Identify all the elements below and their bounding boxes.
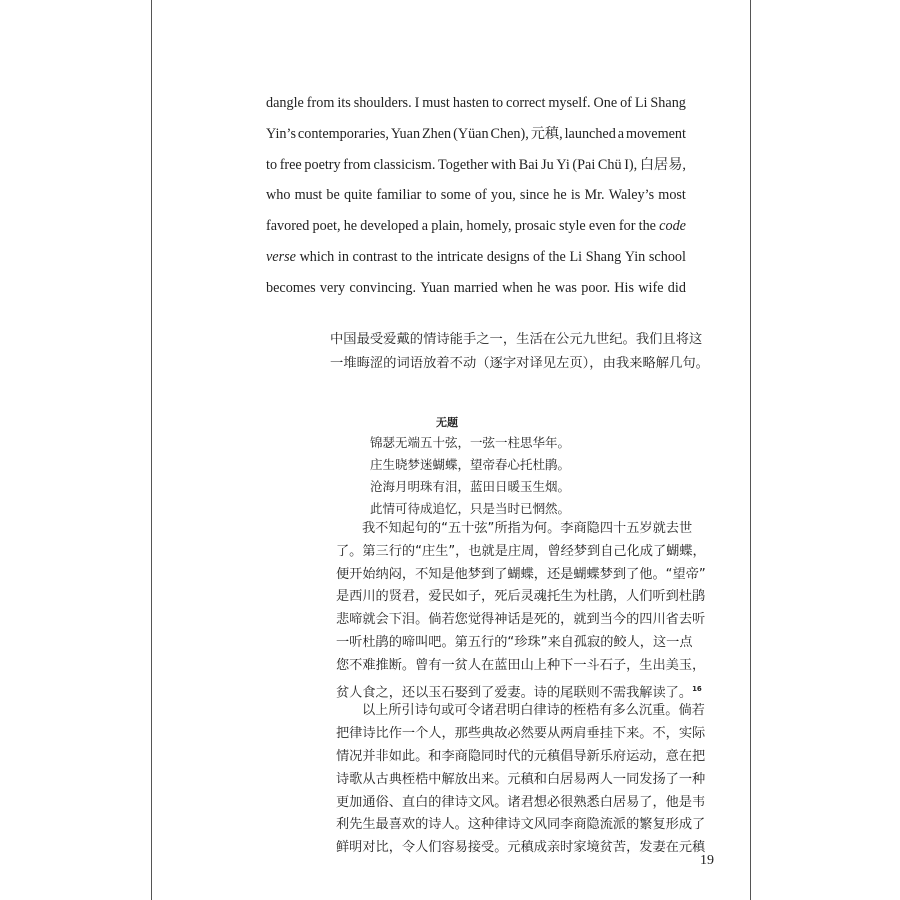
word: poetry [304,156,341,173]
word: he [343,218,358,235]
word: favored [266,218,310,235]
poem-title: 无题 [436,416,458,429]
word: poet, [312,218,341,235]
word: from [306,95,335,111]
body-line-text: 诗歌从古典桎梏中解放出来。元稹和白居易两人一同发扬了一种 [336,771,706,787]
word: Together [438,156,489,173]
word: correct [506,95,546,111]
word: to [266,156,278,173]
english-paragraph [266,88,686,304]
body-line-text: 更加通俗、直白的律诗文风。诸君想必很熟悉白居易了，他是韦 [336,794,706,810]
word: Li [634,95,648,111]
word: One [593,95,618,111]
word: dangle [266,95,304,111]
body-line [336,700,705,723]
body-line-text: 利先生最喜欢的诗人。这种律诗文风同李商隐流派的繁复形成了 [336,817,706,833]
word: convincing. [349,279,417,296]
chinese-intro-paragraph [330,328,709,376]
word: of [620,95,632,111]
body-line [336,564,706,587]
word: who [266,187,291,204]
word: you, [490,187,516,204]
body-line-text: 我不知起句的“五十弦”所指为何。李商隐四十五岁就去世 [362,521,693,536]
word: Yuan [420,279,450,296]
body-line [336,769,706,792]
chinese-body-paragraph [336,518,706,860]
body-line-text: 贫人食之，还以玉石娶到了爱妻。诗的尾联则不需我解读了。 [336,684,693,700]
word: be [326,187,340,204]
body-line [336,632,693,655]
body-line [336,609,706,632]
poem-block [370,432,600,520]
word: is [570,187,581,204]
word: hasten [452,95,490,111]
body-line [336,678,702,701]
word: plain, [431,218,464,235]
word: he [553,187,567,204]
word: Mr. [584,187,605,204]
word: was [554,279,577,296]
word: myself. [548,95,591,111]
body-line [336,746,706,769]
body-line-text: 是西川的贤君，爱民如子，死后灵魂托生为杜鹃，人们听到杜鹃 [336,589,706,605]
word: the [638,218,656,235]
word: some [440,187,471,204]
body-line [336,541,706,564]
english-line [266,273,686,304]
word: quite [343,187,373,204]
word: contemporaries, [297,125,389,142]
english-line [266,119,686,150]
poem-line: 锦瑟无端五十弦，一弦一柱思华年。 [370,435,571,450]
word: launched [564,125,616,142]
body-line-text: 情况并非如此。和李商隐同时代的元稹倡导新乐府运动，意在把 [336,748,706,764]
poem-line: 沧海月明珠有泪，蓝田日暖玉生烟。 [370,479,571,494]
page-number: 19 [700,853,714,868]
word: married [453,279,498,296]
word: His [614,279,634,296]
word: school [648,248,686,265]
word: (Yüan [453,125,489,142]
word: to [425,187,437,204]
body-line-text: 以上所引诗句或可令诸君明白律诗的桎梏有多么沉重。倘若 [362,703,705,719]
word: very [319,279,346,296]
english-line [266,150,686,181]
word: contrast [352,248,398,265]
body-line [336,723,706,746]
body-line-text: 把律诗比作一个人，那些典故必然要从两肩垂挂下来。不，实际 [336,726,706,742]
word: Bai [518,156,539,173]
word: Yuan [390,125,421,142]
word: Li [569,248,583,265]
body-line-text: 悲啼就会下泪。倘若您觉得神话是死的，就到当今的四川省去听 [336,612,706,628]
poem-line: 庄生晓梦迷蝴蝶，望帝春心托杜鹃。 [370,457,571,472]
word: the [415,248,434,265]
body-line [336,792,706,815]
word: becomes [266,279,316,296]
poem-line: 此情可待成追忆，只是当时已惘然。 [370,501,571,516]
body-line [336,655,706,678]
word: in [337,248,349,265]
english-line [266,180,686,211]
word: Zhen [422,125,452,142]
word: style [558,218,586,235]
body-line-text: 了。第三行的“庄生”，也就是庄周，曾经梦到自己化成了蝴蝶， [336,543,706,559]
word: he [537,279,551,296]
word: to [401,248,413,265]
word: classicism. [373,156,436,173]
word: wife [638,279,664,296]
word: to [492,95,504,111]
intro-line: 中国最受爱戴的情诗能手之一，生活在公元九世纪。我们且将这 [330,332,703,347]
word: Yi [556,156,570,173]
word: code [659,218,686,235]
word: homely, [466,218,512,235]
word: since [519,187,550,204]
body-line [336,837,706,860]
body-line-text: 您不难推断。曾有一贫人在蓝田山上种下一斗石子，生出美玉， [336,657,706,673]
word: for [618,218,636,235]
word: of [474,187,487,204]
word: shoulders. [353,95,412,111]
footnote-marker: 16 [692,684,702,693]
word: designs [486,248,530,265]
word: Ju [541,156,554,173]
body-line [336,814,706,837]
body-line [336,586,706,609]
word: Yin’s [266,125,296,142]
word: Shang [585,248,622,265]
word: intricate [436,248,484,265]
word: I [414,95,420,111]
word: developed [360,218,419,235]
word: (Pai [572,156,596,173]
word: of [533,248,545,265]
word: prosaic [514,218,556,235]
body-line-text: 一听杜鹃的啼叫吧。第五行的“珍珠”来自孤寂的鲛人，这一点 [336,634,693,650]
word: a [617,125,625,142]
word: the [548,248,566,265]
english-line [266,88,686,119]
body-line-text: 鲜明对比，令人们容易接受。元稹成亲时家境贫苦，发妻在元稹 [336,840,706,856]
word: I), [624,156,638,173]
intro-line: 一堆晦涩的词语放着不动（逐字对译见左页），由我来略解几句。 [330,356,709,371]
word: with [490,156,517,173]
word: most [658,187,686,204]
word: Waley’s [608,187,655,204]
word: which [299,248,335,265]
word: Yin [624,248,646,265]
word: poor. [581,279,610,296]
word: Chü [597,156,622,173]
english-line [266,211,686,242]
body-line [336,518,693,541]
word: 白居易, [639,156,686,173]
word: must [422,95,450,111]
word: its [337,95,351,111]
word: did [667,279,686,296]
word: even [588,218,616,235]
english-line [266,242,686,273]
word: when [502,279,533,296]
word: Shang [650,95,686,111]
word: verse [266,248,296,265]
word: a [421,218,429,235]
body-line-text: 便开始纳闷，不知是他梦到了蝴蝶，还是蝴蝶梦到了他。“望帝” [336,566,706,582]
word: 元稹, [530,125,563,142]
word: familiar [376,187,422,204]
word: Chen), [490,125,529,142]
word: must [294,187,323,204]
word: movement [626,125,686,142]
word: free [279,156,302,173]
word: from [343,156,371,173]
